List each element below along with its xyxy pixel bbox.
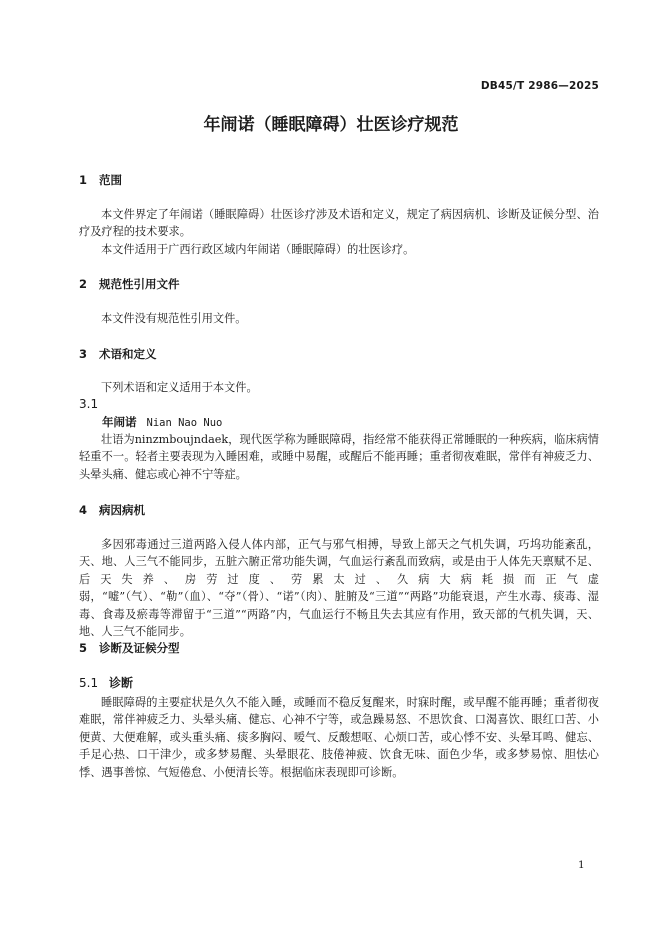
section-title: 诊断及证候分型 [99,641,180,655]
term-number: 3.1 [79,397,99,411]
section-number: 2 [79,277,88,291]
term-name-english: Nian Nao Nuo [146,417,223,429]
section-1-paragraph-2: 本文件适用于广西行政区域内年闹诺（睡眠障碍）的壮医诊疗。 [101,243,415,256]
section-3-paragraph-1: 下列术语和定义适用于本文件。 [101,381,258,394]
section-1-paragraph-1: 本文件界定了年闹诺（睡眠障碍）壮医诊疗涉及术语和定义，规定了病因病机、诊断及证候分型、治疗及疗程的技术要求。 [79,208,599,239]
section-4-heading [79,502,145,518]
section-2-paragraph-1: 本文件没有规范性引用文件。 [101,312,247,325]
section-number: 1 [79,173,88,187]
page-number: 1 [578,859,585,871]
section-number: 3 [79,347,88,361]
section-1-heading [79,172,122,188]
subsection-5-1-heading [79,674,133,691]
section-2-heading [79,276,180,292]
section-5-heading [79,640,180,656]
standard-number: DB45/T 2986—2025 [480,80,599,92]
subsection-title: 诊断 [109,676,134,690]
section-title: 规范性引用文件 [99,277,180,291]
section-title: 术语和定义 [99,347,157,361]
section-title: 范围 [99,173,122,187]
term-name-chinese: 年闹诺 [102,415,137,429]
term-name [102,414,222,430]
subsection-5-1-paragraph-1: 睡眠障碍的主要症状是久久不能入睡，或睡而不稳反复醒来，时寐时醒，或早醒不能再睡；重者彻夜难眠，常伴神疲乏力、头晕头痛、健忘、心神不宁等，或急躁易怒、不思饮食、口渴喜饮、眼红口苦、小便黄、大便难解，或头重头痛、痰多胸闷、嗳气、反酸想呕、心烦口苦，或心悸不安、头晕耳鸣、健忘、手足心热、口干津少，或多梦易醒、头晕眼花、肢倦神疲、饮食无味、面色少华，或多梦易惊、胆怯心悸、遇事善惊、气短倦怠、小便清长等。根据临床表现即可诊断。 [79,696,599,779]
section-3-heading [79,346,157,362]
document-title: 年闹诺（睡眠障碍）壮医诊疗规范 [203,115,459,135]
section-number: 5 [79,641,88,655]
section-4-paragraph-1: 多因邪毒通过三道两路入侵人体内部，正气与邪气相搏，导致上部天之气机失调，巧坞功能紊乱，天、地、人三气不能同步，五脏六腑正常功能失调，气血运行紊乱而致病，或是由于人体先天禀赋不足、后天失养、房劳过度、劳累太过、久病大病耗损而正气虚弱，“嘘”（气）、“勒”（血）、“夺”（骨）、“诺”（肉）、脏腑及“三道”“两路”功能衰退，产生水毒、痰毒、湿毒、食毒及瘀毒等滞留于“三道”“两路”内，气血运行不畅且失去其应有作用，致天部的气机失调，天、地、人三气不能同步。 [79,538,599,639]
subsection-number: 5.1 [79,676,99,690]
term-definition: 壮语为ninzmboujndaek，现代医学称为睡眠障碍，指经常不能获得正常睡眠的一种疾病，临床病情轻重不一。轻者主要表现为入睡困难，或睡中易醒，或醒后不能再睡；重者彻夜难眠，常伴有神疲乏力、头晕头痛、健忘或心神不宁等症。 [79,433,599,481]
section-number: 4 [79,503,88,517]
section-title: 病因病机 [99,503,145,517]
